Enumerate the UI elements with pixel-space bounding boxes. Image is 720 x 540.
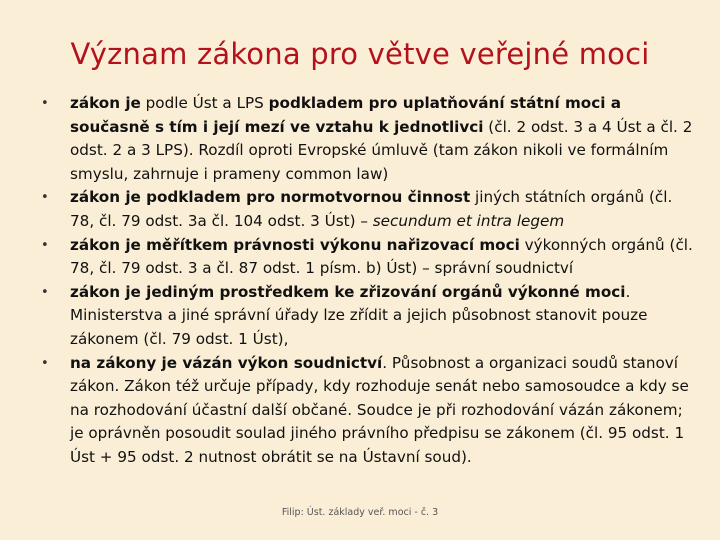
bullet-icon: •	[41, 284, 49, 300]
bullet-item-3	[38, 234, 698, 281]
bullet-item-4	[38, 281, 698, 352]
bullet-item-1	[38, 92, 698, 186]
bullet-icon: •	[41, 96, 49, 111]
bullet-5-text-1: na zákony je vázán výkon soudnictví	[70, 353, 383, 372]
bullet-5-text-2: . Působnost a organizaci soudů stanoví zákon. Zákon též určuje případy, kdy rozhoduje senát nebo samosoudce a kdy se na rozhodování účastní další občané. Soudce je při rozhodování vázán zákonem; je oprávněn posoudit soulad jiného právního předpisu se zákonem (čl. 95 odst. 1 Úst + 95 odst. 2 nutnost obrátit se na Ústavní soud).	[70, 353, 689, 466]
bullet-icon: •	[41, 237, 49, 253]
bullet-1-text-4: (čl. 2 odst. 3 a 4 Úst a čl. 2 odst. 2 a 3 LPS). Rozdíl oproti Evropské úmluvě (tam zákon nikoli ve formálním smyslu, zahrnuje i prameny common law)	[70, 117, 693, 183]
bullet-item-2	[38, 186, 698, 233]
bullet-icon: •	[41, 355, 49, 371]
slide-footer: Filip: Úst. základy veř. moci - č. 3	[281, 507, 439, 518]
bullet-1-text-2: podle Úst a LPS	[140, 94, 269, 112]
slide-title: Význam zákona pro větve veřejné moci	[70, 37, 650, 71]
bullet-3-text-1: zákon je měřítkem právnosti výkonu nařizovací moci	[70, 235, 520, 254]
bullet-3-text-2: výkonných orgánů (čl. 78, čl. 79 odst. 3 a čl. 87 odst. 1 písm. b) Úst) – správní soudnictví	[70, 235, 693, 278]
bullet-4-text-1: zákon je jediným prostředkem ke zřizování orgánů výkonné moci	[70, 282, 626, 301]
bullet-4-text-2: . Ministerstva a jiné správní úřady lze zřídit a jejich působnost stanovit pouze zákonem (čl. 79 odst. 1 Úst),	[70, 282, 648, 348]
bullet-2-text-1: zákon je podkladem pro normotvornou činnost	[70, 188, 471, 207]
bullet-1-text-3: podkladem pro uplatňování státní moci a současně s tím i její mezí ve vztahu k jednotlivci	[70, 94, 621, 136]
bullet-2-text-3: secundum et intra legem	[372, 211, 565, 230]
bullet-2-text-2: jiných státních orgánů (čl. 78, čl. 79 odst. 3a čl. 104 odst. 3 Úst) –	[70, 188, 673, 230]
bullet-item-5	[38, 352, 698, 470]
bullet-1-text-1: zákon je	[70, 94, 141, 112]
bullet-list	[38, 92, 698, 470]
bullet-icon: •	[41, 190, 49, 206]
